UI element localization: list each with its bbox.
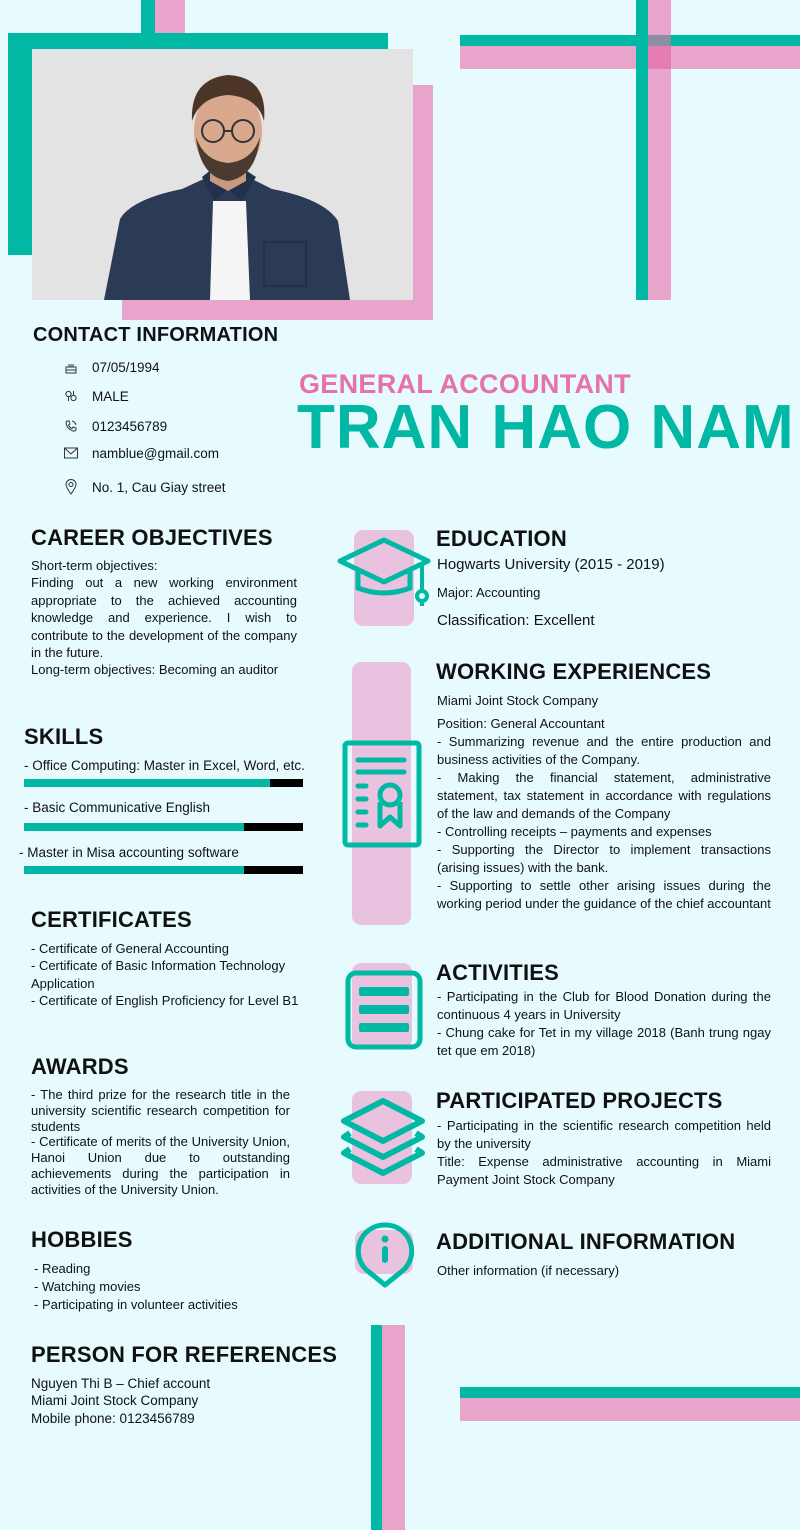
hobbies-title: HOBBIES — [31, 1227, 133, 1252]
career-objectives-title: CAREER OBJECTIVES — [31, 525, 273, 550]
experience-item: - Supporting the Director to implement transactions (arising issues) with the bank. — [437, 842, 771, 875]
gender-icon — [62, 387, 80, 405]
certificates-list — [31, 940, 311, 1010]
skill-label: - Office Computing: Master in Excel, Word, etc. — [24, 758, 305, 773]
contact-phone — [62, 416, 167, 436]
decor-bar — [636, 0, 648, 300]
projects-title: PARTICIPATED PROJECTS — [436, 1088, 723, 1113]
skill-label: - Basic Communicative English — [24, 800, 211, 815]
skill-fill — [24, 866, 244, 874]
skill-bar — [24, 779, 303, 787]
decor-bar — [382, 1325, 405, 1530]
person-portrait-icon — [32, 49, 413, 300]
references-title: PERSON FOR REFERENCES — [31, 1342, 338, 1367]
additional-title: ADDITIONAL INFORMATION — [436, 1229, 736, 1254]
decor-bar — [371, 1325, 382, 1530]
contact-value: MALE — [92, 388, 129, 404]
skill-bar — [24, 823, 303, 831]
layers-icon — [338, 1095, 428, 1184]
award-item: - Certificate of merits of the University Union, Hanoi Union due to outstanding achievements during the participation in activities of the University Union. — [31, 1134, 290, 1197]
list-icon — [345, 970, 423, 1055]
experience-body — [437, 715, 771, 913]
decor-bar — [460, 46, 800, 69]
hobbies-list — [34, 1260, 314, 1314]
job-title: GENERAL ACCOUNTANT — [299, 369, 631, 399]
candidate-name: TRAN HAO NAM — [297, 393, 795, 462]
contact-value: 0123456789 — [92, 418, 168, 434]
certificates-title: CERTIFICATES — [31, 907, 192, 932]
info-bubble-icon — [355, 1221, 415, 1296]
long-term-text: Long-term objectives: Becoming an auditor — [31, 662, 279, 678]
decor-bar — [8, 33, 32, 255]
contact-value: No. 1, Cau Giay street — [92, 479, 226, 495]
activity-item: - Participating in the Club for Blood Donation during the continuous 4 years in University — [437, 989, 771, 1022]
experience-item: - Making the financial statement, administrative statement, tax statement in accordance with regulations of the law and demands of the Company — [437, 770, 771, 821]
awards-list — [31, 1087, 290, 1198]
experience-item: - Controlling receipts – payments and expenses — [437, 824, 712, 839]
education-school: Hogwarts University (2015 - 2019) — [437, 556, 665, 573]
education-title: EDUCATION — [436, 526, 567, 551]
decor-bar — [155, 0, 185, 34]
contact-email[interactable] — [62, 443, 219, 463]
education-classification: Classification: Excellent — [437, 612, 595, 629]
contact-value: namblue@gmail.com — [92, 445, 220, 461]
decor-bar — [460, 1387, 800, 1398]
skill-label: - Master in Misa accounting software — [19, 845, 239, 860]
education-major: Major: Accounting — [437, 585, 541, 600]
certificate-item: - Certificate of Basic Information Technology Application — [31, 958, 286, 991]
reference-line: Mobile phone: 0123456789 — [31, 1410, 195, 1426]
profile-photo — [32, 49, 413, 300]
mail-icon — [62, 444, 80, 462]
certificate-item: - Certificate of General Accounting — [31, 941, 229, 956]
hobby-item: - Watching movies — [34, 1279, 141, 1294]
skills-title: SKILLS — [24, 724, 104, 749]
experience-item: - Supporting to settle other arising issues during the working period under the guidance of the chief accountant — [437, 878, 771, 911]
activities-title: ACTIVITIES — [436, 960, 560, 985]
graduation-cap-icon — [336, 536, 436, 611]
certificate-document-icon — [342, 740, 422, 855]
awards-title: AWARDS — [31, 1054, 129, 1079]
skill-fill — [24, 823, 244, 831]
experience-title: WORKING EXPERIENCES — [436, 659, 712, 684]
phone-icon — [62, 417, 80, 435]
birthday-cake-icon — [62, 358, 80, 376]
location-pin-icon — [62, 478, 80, 496]
contact-title: CONTACT INFORMATION — [33, 324, 279, 346]
experience-item: - Summarizing revenue and the entire production and business activities of the Company. — [437, 734, 771, 767]
contact-birthday — [62, 357, 160, 377]
short-term-text: Finding out a new working environment appropriate to the achieved accounting knowledge and experience. I wish to contribute to the development of the company in the future. — [31, 575, 297, 661]
short-term-label: Short-term objectives: — [31, 558, 158, 573]
certificate-item: - Certificate of English Proficiency for Level B1 — [31, 993, 299, 1009]
award-item: - The third prize for the research title in the university scientific research competition for students — [31, 1087, 290, 1134]
skill-fill — [24, 779, 270, 787]
career-objectives-body — [31, 557, 297, 679]
project-item: Title: Expense administrative accounting in Miami Payment Joint Stock Company — [437, 1154, 771, 1187]
decor-bar — [141, 0, 155, 34]
skill-bar — [24, 866, 303, 874]
decor-bar — [460, 1398, 800, 1421]
decor-bar — [8, 33, 388, 49]
contact-gender — [62, 386, 129, 406]
contact-value: 07/05/1994 — [92, 359, 160, 375]
additional-text: Other information (if necessary) — [437, 1263, 620, 1278]
experience-position: Position: General Accountant — [437, 716, 605, 731]
project-item: - Participating in the scientific research competition held by the university — [437, 1118, 771, 1151]
reference-line: Nguyen Thi B – Chief account — [31, 1376, 211, 1391]
experience-company: Miami Joint Stock Company — [437, 693, 599, 708]
hobby-item: - Reading — [34, 1261, 91, 1276]
decor-bar — [648, 46, 671, 69]
reference-line: Miami Joint Stock Company — [31, 1393, 199, 1409]
activities-list — [437, 988, 771, 1060]
hobby-item: - Participating in volunteer activities — [34, 1297, 238, 1312]
activity-item: - Chung cake for Tet in my village 2018 (Banh trung ngay tet que em 2018) — [437, 1025, 771, 1058]
decor-bar — [648, 35, 671, 46]
projects-list — [437, 1117, 771, 1189]
contact-address — [62, 477, 226, 497]
decor-bar — [460, 35, 800, 46]
references-body — [31, 1375, 331, 1427]
